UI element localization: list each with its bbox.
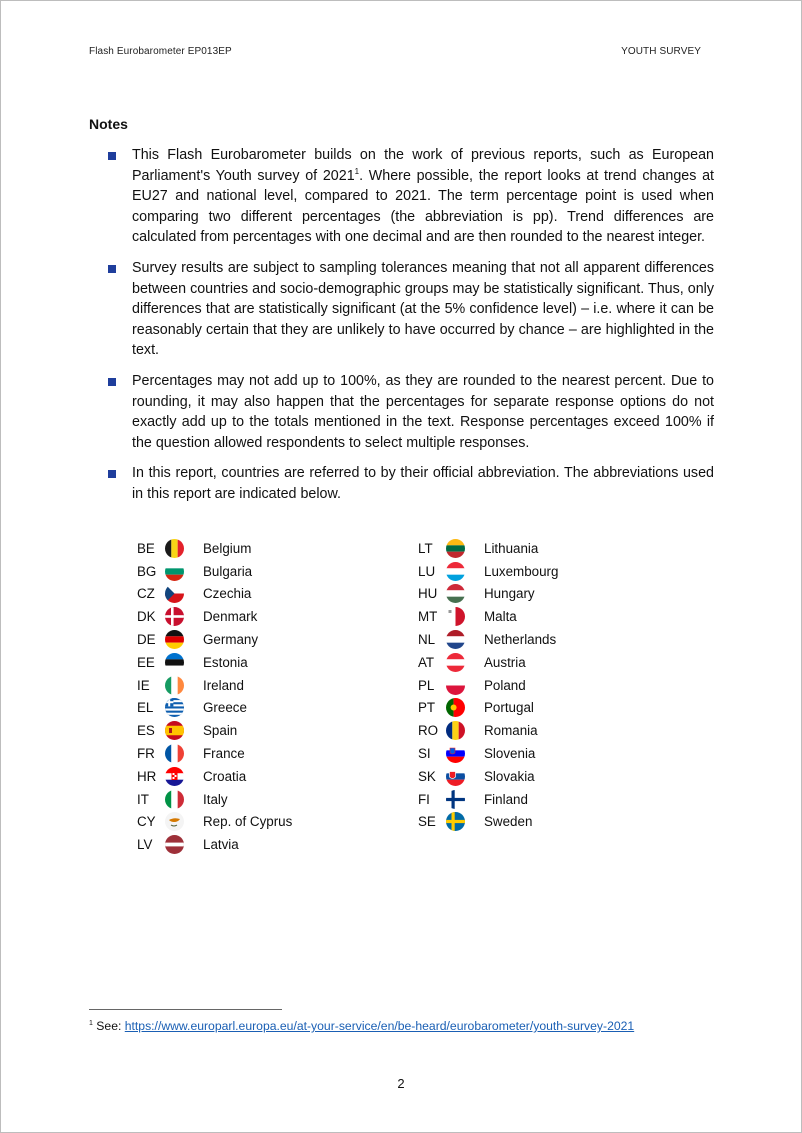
flag-si-icon [446,744,465,763]
flag-fi-icon [446,790,465,809]
country-row [418,605,558,628]
country-code: LU [418,563,436,579]
note-item-1 [108,145,714,248]
country-name: Bulgaria [203,563,253,579]
running-header-title: Flash Eurobarometer EP013EP [89,46,232,57]
flag-mt-icon [446,607,465,626]
country-name: Croatia [203,768,247,784]
country-name: Italy [203,791,228,807]
country-code: LV [137,837,153,853]
country-name: France [203,746,245,762]
country-row [418,742,558,765]
country-name: Sweden [484,814,533,830]
country-name: Slovenia [484,746,536,762]
notes-heading: Notes [89,116,128,132]
country-name: Finland [484,791,528,807]
country-name: Czechia [203,586,252,602]
note-text-1a: This Flash Eurobarometer builds on the work of previous reports, such as European Parliament's Youth survey of 2021 [132,147,714,184]
country-code: SK [418,768,436,784]
country-row [418,537,558,560]
flag-cz-icon [165,584,184,603]
country-code: BE [137,540,155,556]
country-row [418,765,558,788]
country-row [137,560,292,583]
country-row [418,788,558,811]
flag-be-icon [165,539,184,558]
country-row [418,811,558,834]
flag-se-icon [446,812,465,831]
country-row [137,537,292,560]
note-text-4: In this report, countries are referred to by their official abbreviation. The abbreviations used in this report are indicated below. [132,465,714,502]
country-code: PL [418,677,435,693]
country-name: Estonia [203,654,248,670]
country-name: Rep. of Cyprus [203,814,293,830]
note-text-2: Survey results are subject to sampling tolerances meaning that not all apparent differences between countries and socio-demographic groups may be statistically significant. Thus, only differences that are statistically significant (at the 5% confidence level) – i.e. where it can be reasonably certain that they are unlikely to have occurred by chance – are highlighted in the text. [132,259,714,359]
bullet-square-icon [108,470,116,478]
country-code: NL [418,632,436,648]
country-name: Luxembourg [484,563,559,579]
country-code: IT [137,791,149,807]
country-name: Germany [203,632,259,648]
country-code: ES [137,723,155,739]
country-row [137,719,292,742]
flag-it-icon [165,790,184,809]
flag-ee-icon [165,653,184,672]
running-header-section: YOUTH SURVEY [621,46,701,57]
country-name: Slovakia [484,768,535,784]
notes-list [108,145,714,515]
country-code: DE [137,632,156,648]
country-row [137,697,292,720]
country-name: Ireland [203,677,244,693]
country-code: LT [418,540,433,556]
country-code: AT [418,654,435,670]
country-row [137,788,292,811]
flag-hu-icon [446,584,465,603]
flag-pt-icon [446,698,465,717]
country-row [418,583,558,606]
flag-fr-icon [165,744,184,763]
flag-es-icon [165,721,184,740]
country-code: SI [418,746,431,762]
country-row [418,560,558,583]
country-code: RO [418,723,439,739]
country-code: CY [137,814,156,830]
flag-nl-icon [446,630,465,649]
country-row [137,651,292,674]
note-text-3: Percentages may not add up to 100%, as they are rounded to the nearest percent. Due to rounding, it may also happen that the percentages for separate response options do not exactly add up to the totals mentioned in the text. Response percentages exceed 100% if the question allowed respondents to select multiple responses. [132,372,714,451]
flag-dk-icon [165,607,184,626]
footnote-marker: 1 [89,1019,93,1027]
country-name: Netherlands [484,632,557,648]
country-name: Latvia [203,837,239,853]
country-code: DK [137,609,156,625]
country-code: FI [418,791,430,807]
footnote-prefix: See: [92,1019,125,1033]
country-row [137,833,292,856]
country-list-left [137,537,292,856]
note-item-3 [108,371,714,453]
country-name: Hungary [484,586,535,602]
country-name: Romania [484,723,538,739]
flag-ro-icon [446,721,465,740]
country-row [418,697,558,720]
note-item-2 [108,258,714,361]
flag-lv-icon [165,835,184,854]
flag-ie-icon [165,676,184,695]
country-code: MT [418,609,438,625]
country-code: IE [137,677,150,693]
country-row [137,628,292,651]
country-name: Denmark [203,609,258,625]
country-name: Belgium [203,540,252,556]
bullet-square-icon [108,378,116,386]
country-name: Poland [484,677,526,693]
note-item-4 [108,463,714,504]
country-row [137,742,292,765]
country-code: BG [137,563,157,579]
flag-el-icon [165,698,184,717]
country-name: Malta [484,609,517,625]
country-code: EL [137,700,154,716]
footnote-ref[interactable]: 1 [354,166,360,176]
footnote-link[interactable]: https://www.europarl.europa.eu/at-your-service/en/be-heard/eurobarometer/youth-survey-2021 [124,1019,635,1033]
flag-lu-icon [446,562,465,581]
country-name: Spain [203,723,238,739]
flag-de-icon [165,630,184,649]
flag-hr-icon [165,767,184,786]
flag-lt-icon [446,539,465,558]
country-name: Austria [484,654,526,670]
country-name: Greece [203,700,247,716]
country-code: SE [418,814,436,830]
country-code: HU [418,586,438,602]
country-row [137,674,292,697]
flag-pl-icon [446,676,465,695]
country-row [137,605,292,628]
flag-bg-icon [165,562,184,581]
country-row [418,719,558,742]
flag-at-icon [446,653,465,672]
country-row [137,765,292,788]
bullet-square-icon [108,265,116,273]
note-text-1b: . Where possible, the report looks at trend changes at EU27 and national level, compared to 2021. The term percentage point is used when comparing two different percentages (the abbreviation is pp). Trend differences are calculated from percentages with one decimal and are then rounded to the nearest integer. [132,167,715,246]
country-name: Lithuania [484,540,539,556]
country-row [137,583,292,606]
country-code: HR [137,768,157,784]
footnote-separator [89,1009,282,1010]
country-list-right [418,537,558,833]
country-row [418,674,558,697]
country-name: Portugal [484,700,534,716]
country-row [418,628,558,651]
country-row [137,811,292,834]
country-code: EE [137,654,155,670]
country-code: FR [137,746,155,762]
flag-sk-icon [446,767,465,786]
country-code: PT [418,700,436,716]
bullet-square-icon [108,152,116,160]
flag-cy-icon [165,812,184,831]
footnote [89,1019,634,1033]
country-code: CZ [137,586,155,602]
page-number: 2 [397,1076,405,1091]
country-row [418,651,558,674]
